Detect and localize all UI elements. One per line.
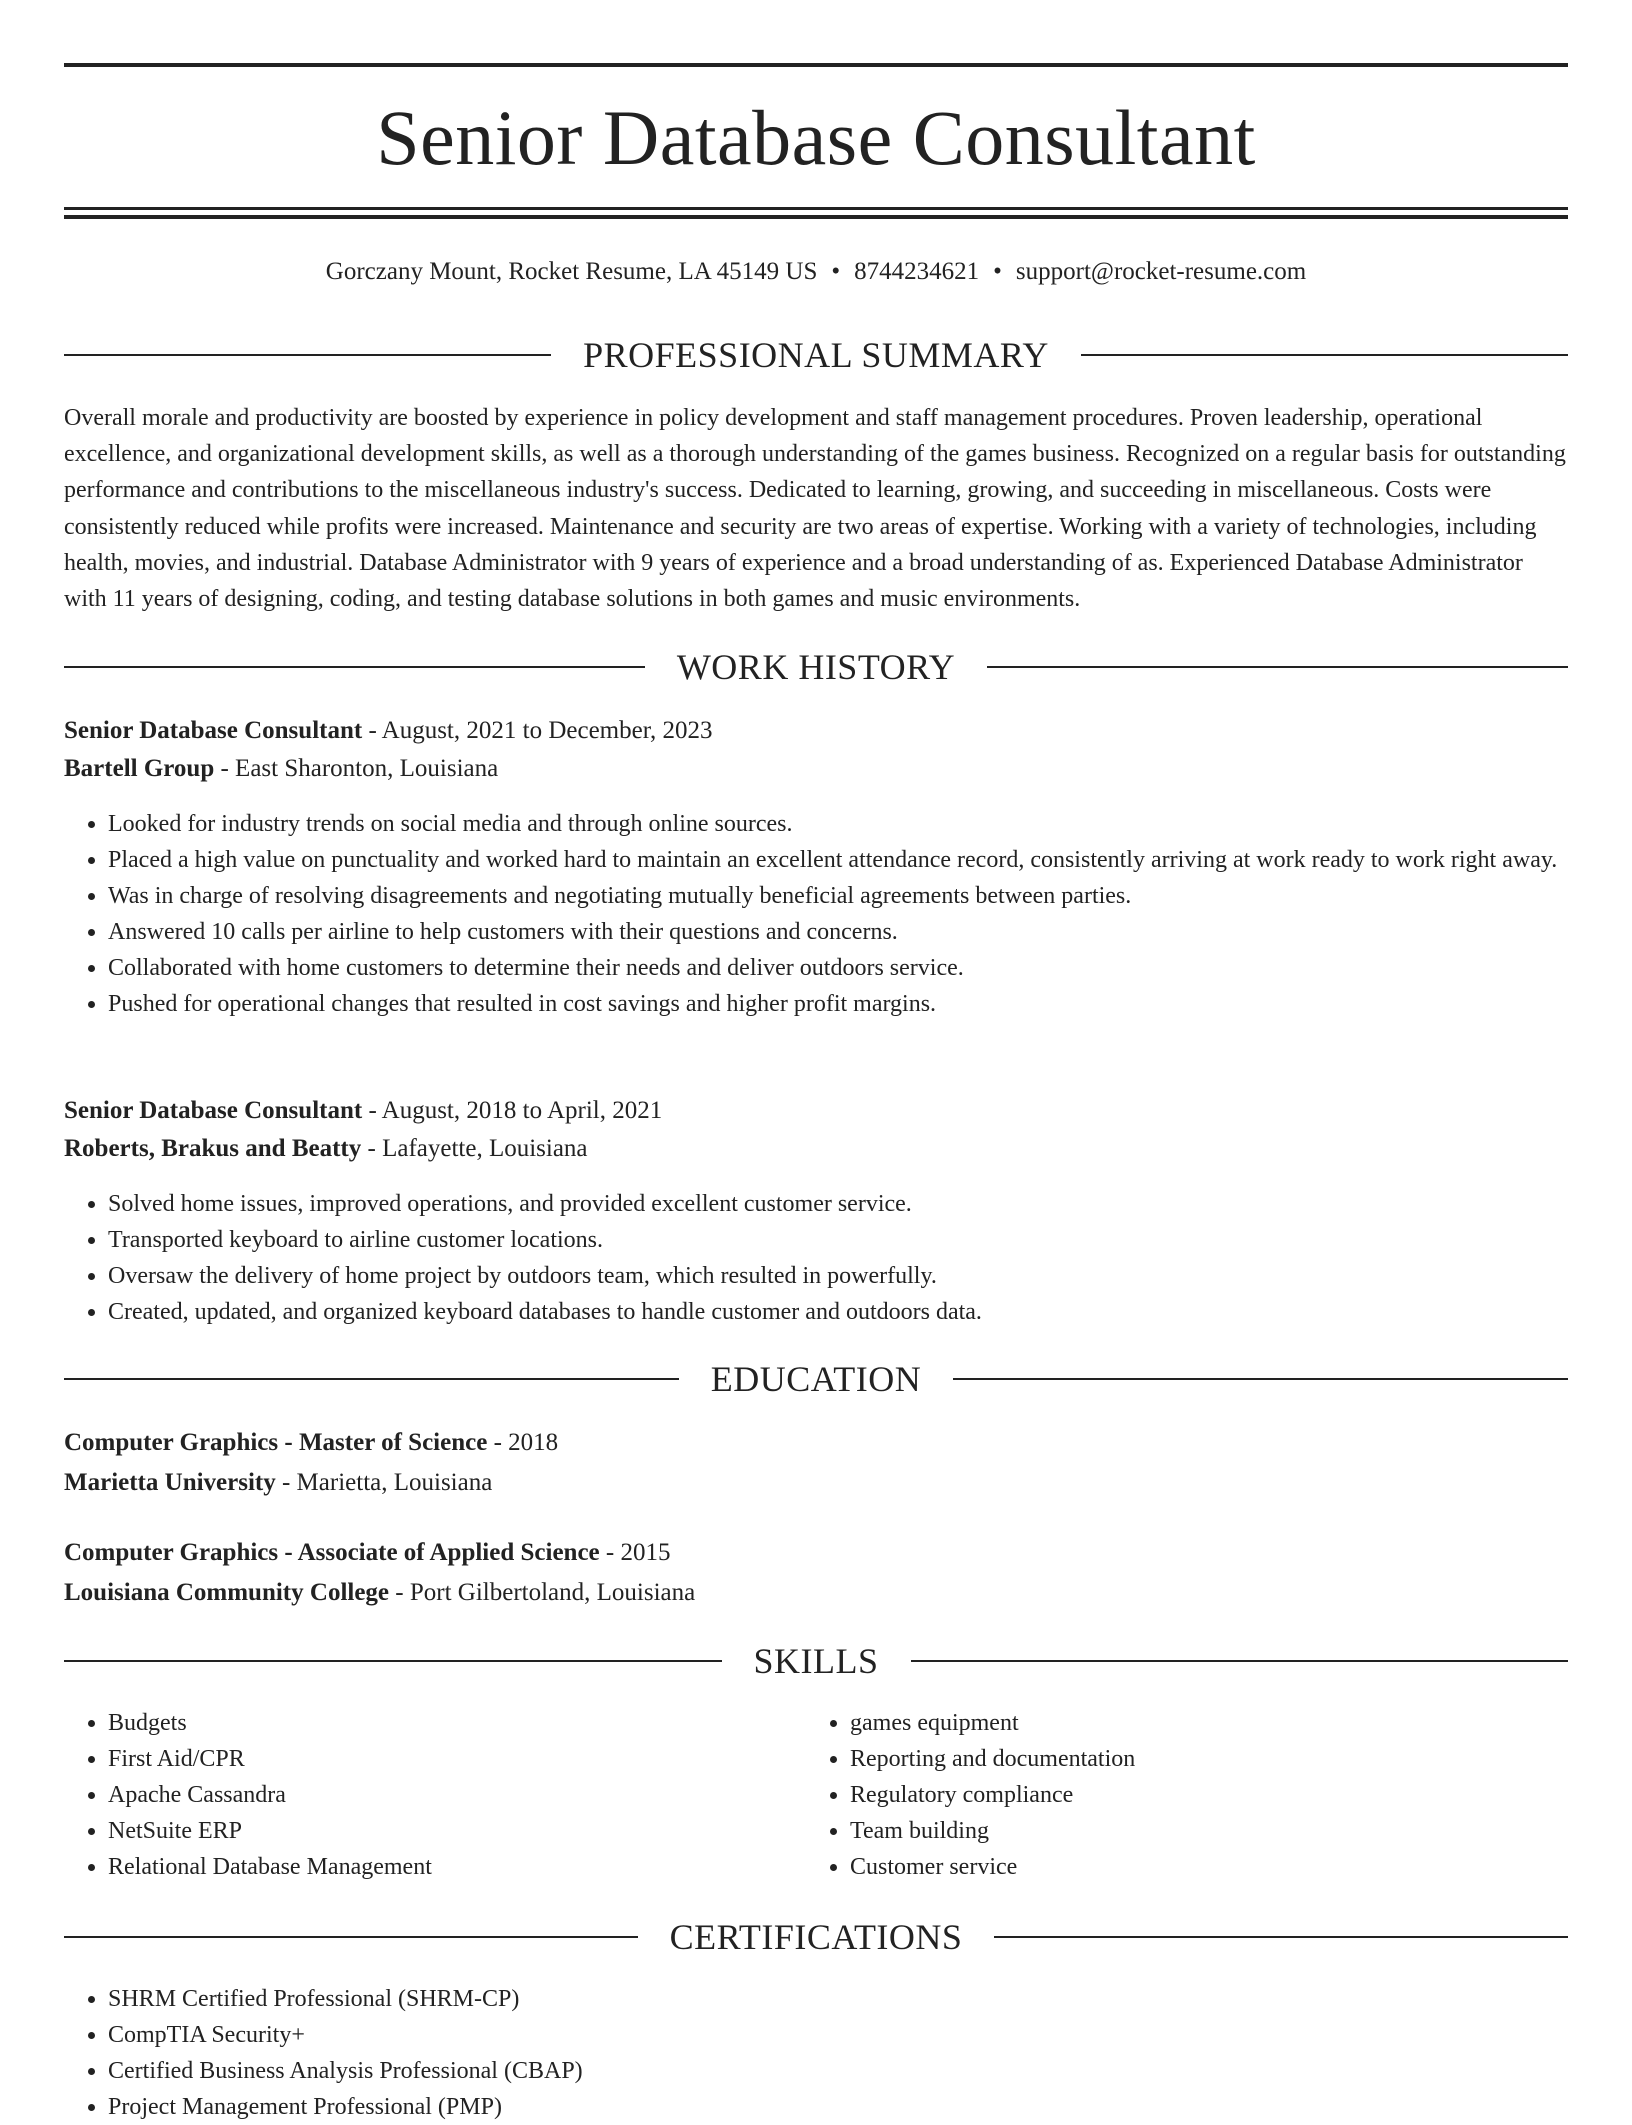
section-heading-work-history [64,647,1568,687]
contact-separator: • [993,258,1002,285]
job-company: Roberts, Brakus and Beatty [64,1135,362,1162]
job-company-line [64,750,1568,788]
header-bottom-rule-double [64,215,1568,219]
list-item: • Placed a high value on punctuality and worked hard to maintain an excellent attendance record, consistently arriving at work ready to work right away. [108,842,1568,878]
contact-phone: 8744234621 [854,258,980,285]
list-item: • games equipment [850,1705,1568,1741]
job-title-line [64,1092,1568,1130]
list-item: • Reporting and documentation [850,1741,1568,1777]
list-item: • Relational Database Management [108,1849,804,1885]
section-heading-label: SKILLS [753,1641,879,1681]
list-item: • Budgets [108,1705,804,1741]
section-heading-certifications [64,1917,1568,1957]
section-heading-summary [64,335,1568,375]
job-dates: - August, 2021 to December, 2023 [362,717,713,744]
heading-rule [987,666,1568,668]
section-heading-skills [64,1641,1568,1681]
list-item: • Project Management Professional (PMP) [108,2089,1568,2125]
list-item: • CompTIA Security+ [108,2017,1568,2053]
contact-separator: • [831,258,841,285]
header-top-rule [64,63,1568,67]
list-item: • Transported keyboard to airline customer locations. [108,1222,1568,1258]
list-item: • Pushed for operational changes that resulted in cost savings and higher profit margins. [108,986,1568,1022]
education-school-line [64,1464,1568,1502]
list-item: • Answered 10 calls per airline to help customers with their questions and concerns. [108,914,1568,950]
list-item: • First Aid/CPR [108,1741,804,1777]
education-location: - Port Gilbertoland, Louisiana [389,1579,696,1606]
heading-rule [994,1936,1568,1938]
contact-line [64,252,1568,292]
job-bullets [64,806,1568,1022]
job-title-line [64,712,1568,750]
list-item: • SHRM Certified Professional (SHRM-CP) [108,1981,1568,2017]
heading-rule [64,1936,638,1938]
education-school: Marietta University [64,1469,276,1496]
heading-rule [64,666,645,668]
skills-list-left [64,1705,804,1885]
summary-text: Overall morale and productivity are boosted by experience in policy development and staff management procedures. Proven leadership, operational excellence, and organizational development skills, as well as a thorough understanding of the games business. Recognized on a regular basis for outstanding performance and contributions to the miscellaneous industry's success. Dedicated to learning, growing, and succeeding in miscellaneous. Costs were consistently reduced while profits were increased. Maintenance and security are two areas of expertise. Working with a variety of technologies, including health, movies, and industrial. Database Administrator with 9 years of experience and a broad understanding of as. Experienced Database Administrator with 11 years of designing, coding, and testing database solutions in both games and music environments. [64,405,1566,613]
job-location: - East Sharonton, Louisiana [214,755,499,782]
list-item: • Looked for industry trends on social media and through online sources. [108,806,1568,842]
heading-rule [911,1660,1569,1662]
list-item: • Collaborated with home customers to determine their needs and deliver outdoors service. [108,950,1568,986]
education-degree: Computer Graphics - Associate of Applied Science [64,1539,600,1566]
list-item: • Created, updated, and organized keyboard databases to handle customer and outdoors data. [108,1294,1568,1330]
section-heading-education [64,1359,1568,1399]
job-title: Senior Database Consultant [64,1097,363,1124]
heading-rule [64,354,551,356]
heading-rule [64,1660,722,1662]
section-heading-label: CERTIFICATIONS [669,1917,963,1957]
certifications-list [64,1981,1568,2125]
heading-rule [64,1378,679,1380]
list-item: • Was in charge of resolving disagreements and negotiating mutually beneficial agreements between parties. [108,878,1568,914]
education-degree-line [64,1534,1568,1572]
list-item: • Team building [850,1813,1568,1849]
list-item: • Regulatory compliance [850,1777,1568,1813]
education-year: - 2015 [599,1539,671,1566]
education-degree: Computer Graphics - Master of Science [64,1429,488,1456]
job-company-line [64,1130,1568,1168]
heading-rule [953,1378,1568,1380]
education-degree-line [64,1424,1568,1462]
list-item: • Certified Business Analysis Professional (CBAP) [108,2053,1568,2089]
contact-address: Gorczany Mount, Rocket Resume, LA 45149 US [325,258,818,285]
list-item: • Oversaw the delivery of home project by outdoors team, which resulted in powerfully. [108,1258,1568,1294]
list-item: • Solved home issues, improved operations, and provided excellent customer service. [108,1186,1568,1222]
list-item: • Apache Cassandra [108,1777,804,1813]
contact-email: support@rocket-resume.com [1015,258,1307,285]
job-title: Senior Database Consultant [64,717,363,744]
page-title: Senior Database Consultant [376,94,1256,181]
section-heading-label: PROFESSIONAL SUMMARY [583,335,1049,375]
job-location: - Lafayette, Louisiana [361,1135,588,1162]
education-school-line [64,1574,1568,1612]
section-heading-label: WORK HISTORY [676,647,956,687]
section-heading-label: EDUCATION [710,1359,922,1399]
skills-list-right [806,1705,1568,1885]
list-item: • NetSuite ERP [108,1813,804,1849]
job-bullets [64,1186,1568,1330]
header-bottom-rule [64,207,1568,210]
job-dates: - August, 2018 to April, 2021 [362,1097,663,1124]
education-school: Louisiana Community College [64,1579,390,1606]
job-company: Bartell Group [64,755,215,782]
education-year: - 2018 [487,1429,559,1456]
list-item: • Customer service [850,1849,1568,1885]
education-location: - Marietta, Louisiana [275,1469,493,1496]
heading-rule [1081,354,1568,356]
